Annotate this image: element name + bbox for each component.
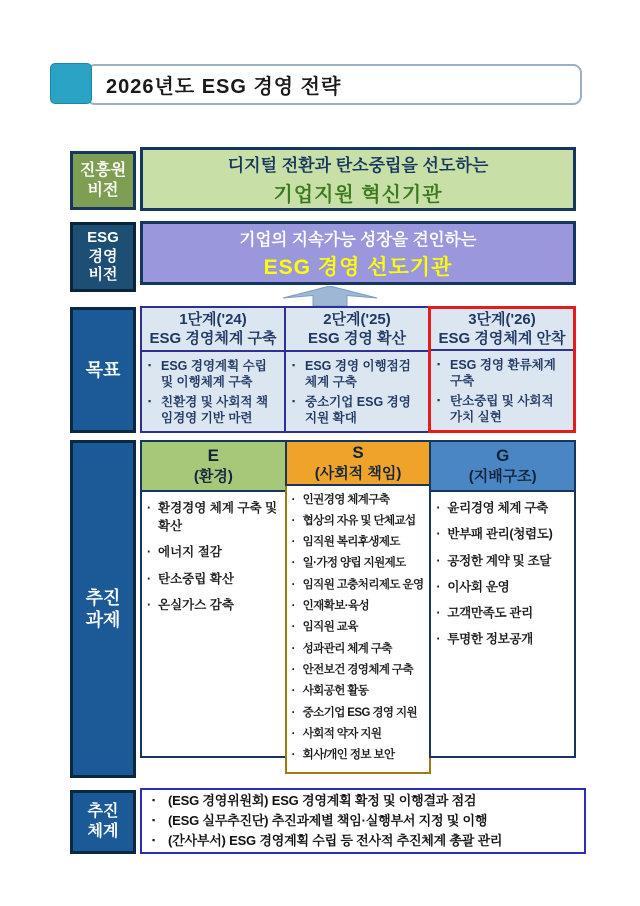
bullet-item: ▪ 탄소중립 및 사회적 가치 실현 <box>437 393 554 424</box>
task-column-social <box>285 440 432 762</box>
dot-bullet-icon: · <box>291 600 295 613</box>
task-item: · 고객만족도 관리 <box>436 606 533 620</box>
dot-bullet-icon: · <box>291 557 295 570</box>
esg-vision-line2: ESG 경영 선도기관 <box>263 255 453 279</box>
square-bullet-icon: ▪ <box>148 360 152 370</box>
dot-bullet-icon: · <box>291 642 295 655</box>
dot-bullet-icon: · <box>291 706 295 719</box>
task-item: · 일·가정 양립 지원제도 <box>291 557 406 570</box>
vision-statement-line2: 기업지원 혁신기관 <box>273 184 443 206</box>
task-item: · 임직원 교육 <box>291 621 358 634</box>
goal-stage-2 <box>284 306 430 433</box>
bullet-item: ▪ ESG 경영 이행점검 체계 구축 <box>292 359 411 390</box>
dot-bullet-icon: · <box>291 727 295 740</box>
dot-bullet-icon: · <box>291 663 295 676</box>
square-bullet-icon: ▪ <box>437 359 441 369</box>
page-title: 2026년도 ESG 경영 전략 <box>106 76 342 98</box>
esg-vision-line1: 기업의 지속가능 성장을 견인하는 <box>239 230 477 249</box>
up-arrow-icon <box>283 286 377 306</box>
esg-vision-row-label <box>70 222 136 292</box>
stage-3-bullets <box>431 351 573 430</box>
system-bullets-box <box>140 788 586 854</box>
dot-bullet-icon: · <box>436 632 441 647</box>
dot-bullet-icon: · <box>436 579 441 594</box>
label-line: 추진 <box>87 803 119 820</box>
governance-header: G (지배구조) <box>429 440 576 492</box>
tasks-row-label <box>70 440 136 778</box>
goal-stage-3-highlighted <box>428 306 576 433</box>
task-column-environment <box>140 440 287 758</box>
task-item: · 임직원 고충처리제도 운영 <box>291 578 424 591</box>
bullet-item: ▪ ESG 경영 환류체계 구축 <box>437 358 556 389</box>
dot-bullet-icon: · <box>291 621 295 634</box>
label-line: 진흥원 <box>79 161 127 179</box>
bullet-item: ▪ 친환경 및 사회적 책임경영 기반 마련 <box>148 394 269 425</box>
dot-bullet-icon: · <box>436 501 441 515</box>
task-column-governance <box>429 440 576 758</box>
bullet-item: ▪ ESG 경영계획 수립 및 이행체계 구축 <box>148 359 267 390</box>
square-bullet-icon: ▪ <box>152 794 155 805</box>
vision-statement-box <box>140 147 576 211</box>
task-item: · 임직원 복리후생제도 <box>291 536 400 549</box>
task-item: · 에너지 절감 <box>147 544 283 562</box>
dot-bullet-icon: · <box>147 501 152 515</box>
system-bullet-item: ▪ (ESG 경영위원회) ESG 경영계획 확정 및 이행결과 점검 <box>152 791 584 811</box>
goal-stage-1 <box>140 306 286 433</box>
label-line: 경영 <box>88 247 118 265</box>
dot-bullet-icon: · <box>436 606 441 620</box>
governance-items <box>429 492 576 758</box>
stage-2-bullets <box>286 352 428 431</box>
system-bullet-item: ▪ (간사부서) ESG 경영계획 수립 등 전사적 추진체계 총괄 관리 <box>152 831 584 851</box>
label-line: 추진 <box>85 587 121 608</box>
dot-bullet-icon: · <box>291 514 295 527</box>
dot-bullet-icon: · <box>291 578 295 591</box>
esg-vision-statement-box <box>140 221 576 285</box>
dot-bullet-icon: · <box>436 527 441 542</box>
task-item: · 인권경영 체계구축 <box>291 493 390 506</box>
dot-bullet-icon: · <box>291 536 295 549</box>
task-item: · 환경경영 체계 구축 및 확산 <box>147 500 283 535</box>
task-item: · 안전보건 경영체계 구축 <box>291 663 413 676</box>
system-row-label <box>70 790 136 854</box>
dot-bullet-icon: · <box>147 545 152 559</box>
vision-row-label <box>70 151 136 210</box>
label-line: 비전 <box>87 181 119 199</box>
task-item: · 온실가스 감축 <box>147 597 283 615</box>
dot-bullet-icon: · <box>291 493 295 506</box>
task-item: · 탄소중립 확산 <box>147 571 283 589</box>
bullet-item: ▪ 중소기업 ESG 경영 지원 확대 <box>292 394 411 425</box>
title-accent-square-icon <box>50 63 92 104</box>
environment-items <box>140 492 287 758</box>
stage-1-title: 1단계('24) ESG 경영체계 구축 <box>142 308 284 352</box>
label-line: 과제 <box>85 610 121 630</box>
dot-bullet-icon: · <box>291 749 295 762</box>
square-bullet-icon: ▪ <box>152 814 155 825</box>
task-item: · 인재확보·육성 <box>291 600 369 613</box>
task-item: · 사회적 약자 지원 <box>291 727 382 740</box>
square-bullet-icon: ▪ <box>148 395 152 406</box>
label-line: 비전 <box>88 266 118 284</box>
system-bullet-item: ▪ (ESG 실무추진단) 추진과제별 책임·실행부서 지정 및 이행 <box>152 811 584 831</box>
stage-3-title: 3단계('26) ESG 경영체계 안착 <box>431 309 573 351</box>
label-line: 목표 <box>85 359 121 380</box>
square-bullet-icon: ▪ <box>292 360 296 370</box>
dot-bullet-icon: · <box>147 598 152 612</box>
stage-2-title: 2단계('25) ESG 경영 확산 <box>286 308 428 352</box>
task-item: · 투명한 정보공개 <box>436 632 533 647</box>
task-item: · 성과관리 체계 구축 <box>291 642 392 655</box>
square-bullet-icon: ▪ <box>437 394 441 405</box>
label-line: 체계 <box>87 823 119 840</box>
task-item: · 중소기업 ESG 경영 지원 <box>291 706 418 719</box>
task-columns <box>140 440 576 762</box>
social-items <box>285 486 432 775</box>
task-item: · 윤리경영 체계 구축 <box>436 501 548 515</box>
label-line: ESG <box>87 228 119 246</box>
dot-bullet-icon: · <box>436 553 441 568</box>
task-item: · 이사회 운영 <box>436 579 510 594</box>
vision-statement-line1: 디지털 전환과 탄소중립을 선도하는 <box>227 156 489 175</box>
square-bullet-icon: ▪ <box>292 395 296 406</box>
stage-1-bullets <box>142 352 284 431</box>
square-bullet-icon: ▪ <box>152 835 155 846</box>
page-title-box <box>86 64 582 105</box>
task-item: · 사회공헌 활동 <box>291 685 369 698</box>
task-item: · 공정한 계약 및 조달 <box>436 553 552 568</box>
task-item: · 협상의 자유 및 단체교섭 <box>291 514 416 527</box>
goal-stages <box>140 306 576 433</box>
environment-header: E (환경) <box>140 440 287 492</box>
dot-bullet-icon: · <box>147 571 152 586</box>
goals-row-label <box>70 307 136 433</box>
task-item: · 반부패 관리(청렴도) <box>436 527 553 542</box>
social-header: S (사회적 책임) <box>285 440 432 486</box>
dot-bullet-icon: · <box>291 685 295 698</box>
task-item: · 회사/개인 정보 보안 <box>291 749 395 762</box>
